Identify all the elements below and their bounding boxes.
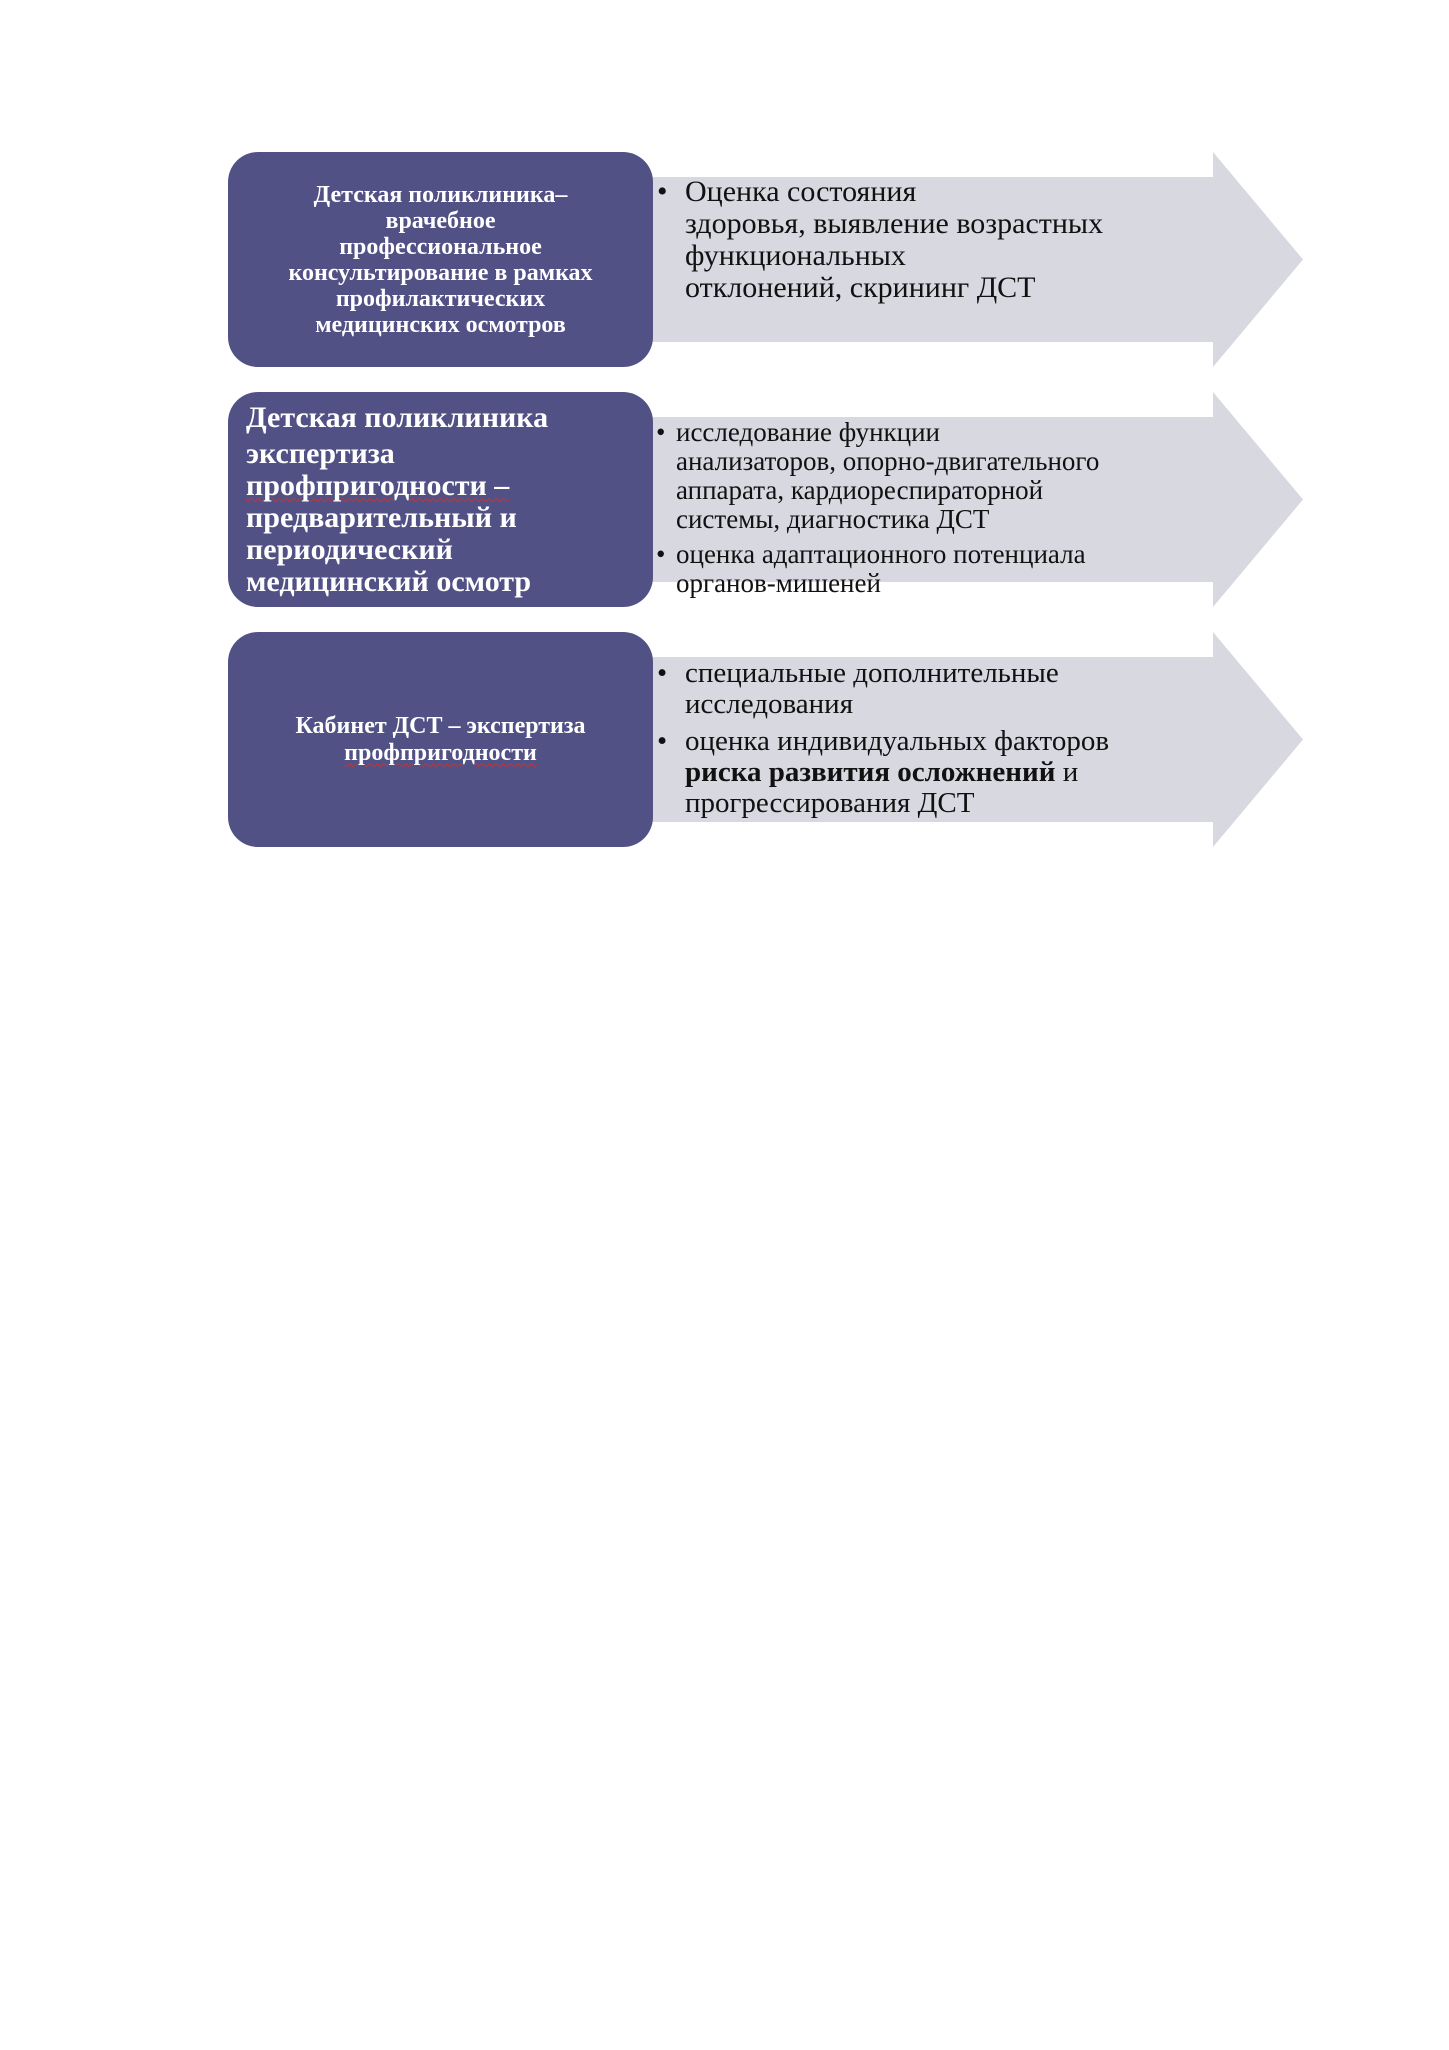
stage-1-line-6: медицинских осмотров	[315, 311, 566, 338]
flow-row-3	[228, 632, 1303, 847]
stage-1-item-1-line-3: функциональных	[685, 239, 906, 272]
stage-1-line-1: Детская поликлиника–	[313, 181, 568, 208]
flow-row-2	[228, 392, 1303, 607]
stage-1-item-1-line-1: Оценка состояния	[685, 175, 917, 208]
stage-3-item-2-conjunction: и	[1062, 756, 1079, 788]
stage-2-item-1-line-4: системы, диагностика ДСТ	[676, 504, 990, 534]
stage-3-item-1	[655, 658, 1109, 720]
bullet-icon: •	[656, 417, 666, 447]
bullet-icon: •	[657, 175, 668, 208]
stage-2-line-3: профпригодности –	[246, 468, 510, 502]
stage-2-line-4: предварительный и	[246, 500, 517, 534]
stage-3-item-2-line-1: оценка индивидуальных факторов	[685, 725, 1110, 757]
stage-2-item-2-line-1: оценка адаптационного потенциала	[676, 539, 1086, 569]
stage-3-line-1: Кабинет ДСТ – экспертиза	[295, 712, 586, 739]
stage-box-2	[228, 392, 653, 607]
stage-3-item-1-line-1: специальные дополнительные	[685, 657, 1059, 689]
stage-1-item-1	[655, 176, 1103, 304]
stage-1-item-1-line-4: отклонений, скрининг ДСТ	[685, 271, 1036, 304]
flow-row-1	[228, 152, 1303, 367]
bullet-icon: •	[657, 725, 668, 757]
risk-emphasis: риска развития осложнений	[685, 756, 1056, 788]
stage-2-line-5: периодический	[246, 532, 453, 566]
stage-2-line-2: экспертиза	[246, 436, 395, 470]
stage-2-item-1-line-3: аппарата, кардиореспираторной	[676, 475, 1044, 505]
bullet-icon: •	[656, 539, 666, 569]
stage-2-item-1-line-2: анализаторов, опорно-двигательного	[676, 446, 1100, 476]
stage-3-details	[655, 658, 1109, 819]
stage-3-item-2-line-2	[685, 757, 1109, 788]
stage-3-line-2: профпригодности	[344, 739, 537, 766]
stage-2-details	[656, 418, 1099, 598]
stage-1-item-1-line-2: здоровья, выявление возрастных	[685, 207, 1104, 240]
stage-3-item-2-line-3: прогрессирования ДСТ	[685, 787, 975, 819]
stage-box-1	[228, 152, 653, 367]
stage-2-item-2	[656, 540, 1099, 598]
stage-1-line-2: врачебное	[385, 207, 496, 234]
stage-3-item-2	[655, 726, 1109, 819]
stage-1-details	[655, 176, 1103, 304]
stage-2-item-1-line-1: исследование функции	[676, 417, 941, 447]
stage-1-line-4: консультирование в рамках	[288, 259, 593, 286]
stage-3-item-1-line-2: исследования	[685, 688, 854, 720]
stage-2-line-6: медицинский осмотр	[246, 564, 532, 598]
bullet-icon: •	[657, 657, 668, 689]
stage-box-3	[228, 632, 653, 847]
stage-2-item-2-line-2: органов-мишеней	[676, 568, 881, 598]
stage-2-line-1: Детская поликлиника	[246, 400, 549, 434]
stage-1-line-3: профессиональное	[339, 233, 542, 260]
stage-1-line-5: профилактических	[335, 285, 546, 312]
stage-2-item-1	[656, 418, 1099, 534]
